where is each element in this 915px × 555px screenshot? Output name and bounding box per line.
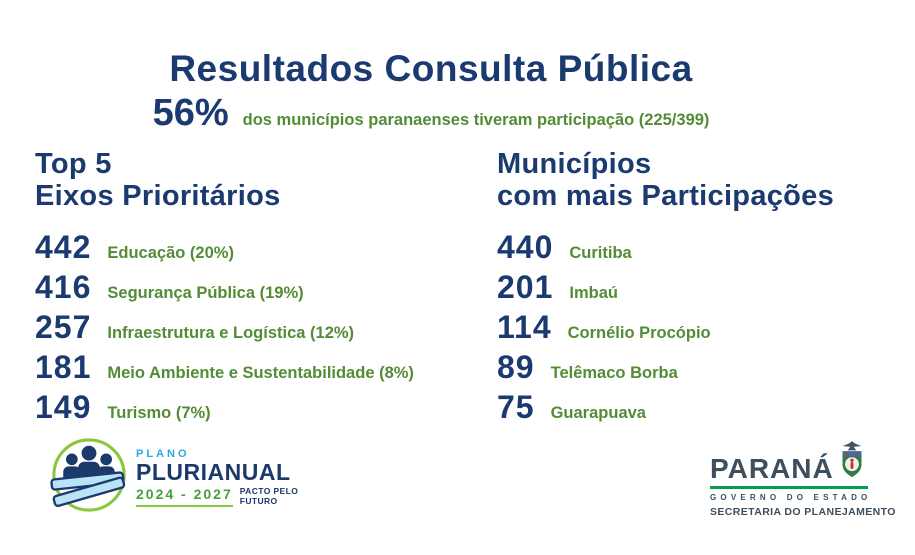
page-title: Resultados Consulta Pública — [169, 48, 693, 89]
item-value: 149 — [35, 388, 92, 425]
item-value: 440 — [497, 228, 554, 265]
list-item — [497, 349, 897, 389]
item-value: 89 — [497, 348, 535, 385]
heading-line-2: Eixos Prioritários — [35, 180, 281, 213]
item-label: Cornélio Procópio — [567, 323, 711, 342]
ppa-underline — [136, 505, 233, 507]
item-value: 416 — [35, 268, 92, 305]
ppa-circle-people-icon — [50, 436, 128, 519]
participation-description: dos municípios paranaenses tiveram participação (225/399) — [242, 111, 710, 129]
list-item — [35, 389, 485, 429]
item-value: 75 — [497, 388, 535, 425]
parana-wordmark: PARANÁ — [710, 453, 834, 485]
item-value: 442 — [35, 228, 92, 265]
list-item — [497, 229, 897, 269]
item-label: Imbaú — [569, 283, 618, 302]
item-label: Meio Ambiente e Sustentabilidade (8%) — [107, 363, 414, 382]
item-label: Turismo (7%) — [107, 403, 211, 422]
heading-line-2: com mais Participações — [497, 180, 835, 213]
ppa-years-label: 2024 - 2027 — [136, 485, 233, 502]
item-value: 257 — [35, 308, 92, 345]
ppa-logo — [50, 436, 298, 519]
participation-percentage: 56% — [152, 92, 229, 134]
section-heading — [497, 148, 897, 213]
item-label: Telêmaco Borba — [550, 363, 678, 382]
parana-coat-of-arms-icon — [839, 440, 865, 483]
section-top-municipalities — [497, 148, 897, 429]
item-label: Guarapuava — [550, 403, 646, 422]
heading-line-1: Municípios — [497, 148, 652, 180]
parana-government-logo — [710, 440, 896, 518]
municipalities-list — [497, 229, 897, 429]
item-value: 201 — [497, 268, 554, 305]
list-item — [497, 309, 897, 349]
list-item — [35, 269, 485, 309]
item-label: Infraestrutura e Logística (12%) — [107, 323, 355, 342]
list-item — [497, 269, 897, 309]
ppa-name-label: PLURIANUAL — [136, 459, 291, 486]
ppa-tagline: PACTO PELO FUTURO — [239, 485, 299, 506]
list-item — [35, 309, 485, 349]
ppa-logo-text — [136, 448, 298, 506]
item-value: 114 — [497, 308, 552, 345]
subtitle — [0, 92, 862, 135]
item-value: 181 — [35, 348, 92, 385]
parana-secretariat-label: SECRETARIA DO PLANEJAMENTO — [710, 506, 896, 518]
parana-green-rule — [710, 486, 868, 489]
heading-line-1: Top 5 — [35, 148, 112, 180]
list-item — [497, 389, 897, 429]
section-priority-axes — [35, 148, 485, 429]
parana-government-label: GOVERNO DO ESTADO — [710, 493, 872, 502]
section-heading — [35, 148, 485, 213]
item-label: Segurança Pública (19%) — [107, 283, 304, 302]
priority-axes-list — [35, 229, 485, 429]
item-label: Curitiba — [569, 243, 632, 262]
list-item — [35, 229, 485, 269]
header — [0, 0, 862, 135]
item-label: Educação (20%) — [107, 243, 234, 262]
list-item — [35, 349, 485, 389]
ppa-plano-label: PLANO — [136, 448, 190, 461]
